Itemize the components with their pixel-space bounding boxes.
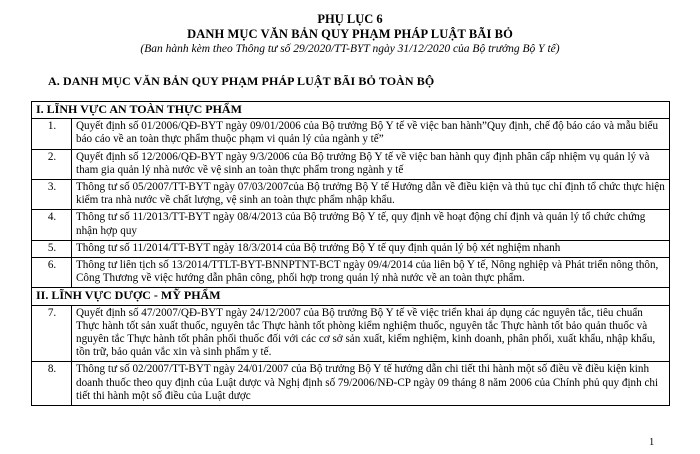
table-row bbox=[32, 149, 670, 179]
table-row bbox=[32, 180, 670, 210]
row-number: 4. bbox=[32, 210, 72, 240]
table-row bbox=[32, 210, 670, 240]
section-a-heading: A. DANH MỤC VĂN BẢN QUY PHẠM PHÁP LUẬT BÃI BỎ TOÀN BỘ bbox=[48, 74, 435, 88]
row-text: Quyết định số 01/2006/QĐ-BYT ngày 09/01/2006 của Bộ trưởng Bộ Y tế về việc ban hành”Quy định, chế độ báo cáo và mẫu biểu báo cáo về an toàn thực phẩm thuộc phạm vi quản lý của ngành y tế” bbox=[72, 119, 670, 149]
group-title: I. LĨNH VỰC AN TOÀN THỰC PHẨM bbox=[32, 102, 670, 119]
row-text: Quyết định số 47/2007/QĐ-BYT ngày 24/12/2007 của Bộ trưởng Bộ Y tế về việc triển khai áp dụng các nguyên tắc, tiêu chuẩn Thực hành tốt sản xuất thuốc, nguyên tắc Thực hành tốt phòng kiểm nghiệm thuốc, nguyên tắc Thực hành tốt bảo quản thuốc và nguyên tắc Thực hành tốt phân phối thuốc đối với các cơ sở sản xuất, kiểm nghiệm, kinh doanh, phân phối, xuất khẩu, nhập khẩu, tồn trữ, bảo quản vắc xin và sinh phẩm y tế. bbox=[72, 305, 670, 362]
row-number: 5. bbox=[32, 240, 72, 257]
repealed-documents-table bbox=[31, 101, 670, 406]
group-row-pharma-cosmetics bbox=[32, 288, 670, 305]
row-text: Quyết định số 12/2006/QĐ-BYT ngày 9/3/2006 của Bộ trưởng Bộ Y tế về việc ban hành quy định phân cấp nhiệm vụ quản lý và tham gia quản lý nhà nước về vệ sinh an toàn thực phẩm trong ngành y tế bbox=[72, 149, 670, 179]
annex-number: PHỤ LỤC 6 bbox=[317, 12, 383, 26]
issue-note: (Ban hành kèm theo Thông tư số 29/2020/TT-BYT ngày 31/12/2020 của Bộ trưởng Bộ Y tế) bbox=[140, 43, 560, 55]
row-text: Thông tư liên tịch số 13/2014/TTLT-BYT-BNNPTNT-BCT ngày 09/4/2014 của liên bộ Y tế, Nông nghiệp và Phát triển nông thôn, Công Thương về việc hướng dẫn phân công, phối hợp trong quản lý nhà nước về an toàn thực phẩm. bbox=[72, 258, 670, 288]
table-row bbox=[32, 119, 670, 149]
table-row bbox=[32, 258, 670, 288]
document-title: DANH MỤC VĂN BẢN QUY PHẠM PHÁP LUẬT BÃI BỎ bbox=[187, 27, 513, 41]
row-text: Thông tư số 11/2013/TT-BYT ngày 08/4/2013 của Bộ trưởng Bộ Y tế, quy định về hoạt động chỉ định và quản lý tổ chức chứng nhận hợp quy bbox=[72, 210, 670, 240]
row-number: 2. bbox=[32, 149, 72, 179]
row-number: 3. bbox=[32, 180, 72, 210]
table-row bbox=[32, 362, 670, 406]
row-number: 1. bbox=[32, 119, 72, 149]
row-text: Thông tư số 11/2014/TT-BYT ngày 18/3/2014 của Bộ trưởng Bộ Y tế quy định quản lý bộ xét nghiệm nhanh bbox=[72, 240, 670, 257]
page-number: 1 bbox=[649, 437, 655, 448]
row-text: Thông tư số 02/2007/TT-BYT ngày 24/01/2007 của Bộ trưởng Bộ Y tế hướng dẫn chi tiết thi hành một số điều về điều kiện kinh doanh thuốc theo quy định của Luật dược và Nghị định số 79/2006/NĐ-CP ngày 09 tháng 8 năm 2006 của Chính phủ quy định chi tiết thi hành một số điều của Luật dược bbox=[72, 362, 670, 406]
row-number: 8. bbox=[32, 362, 72, 406]
table-row bbox=[32, 305, 670, 362]
row-text: Thông tư số 05/2007/TT-BYT ngày 07/03/2007của Bộ trưởng Bộ Y tế Hướng dẫn về điều kiện và thủ tục chỉ định tổ chức thực hiện kiểm tra nhà nước về chất lượng, vệ sinh an toàn thực phẩm nhập khẩu. bbox=[72, 180, 670, 210]
group-row-food-safety bbox=[32, 102, 670, 119]
row-number: 7. bbox=[32, 305, 72, 362]
row-number: 6. bbox=[32, 258, 72, 288]
table-row bbox=[32, 240, 670, 257]
document-header bbox=[0, 12, 700, 56]
group-title: II. LĨNH VỰC DƯỢC - MỸ PHẨM bbox=[32, 288, 670, 305]
